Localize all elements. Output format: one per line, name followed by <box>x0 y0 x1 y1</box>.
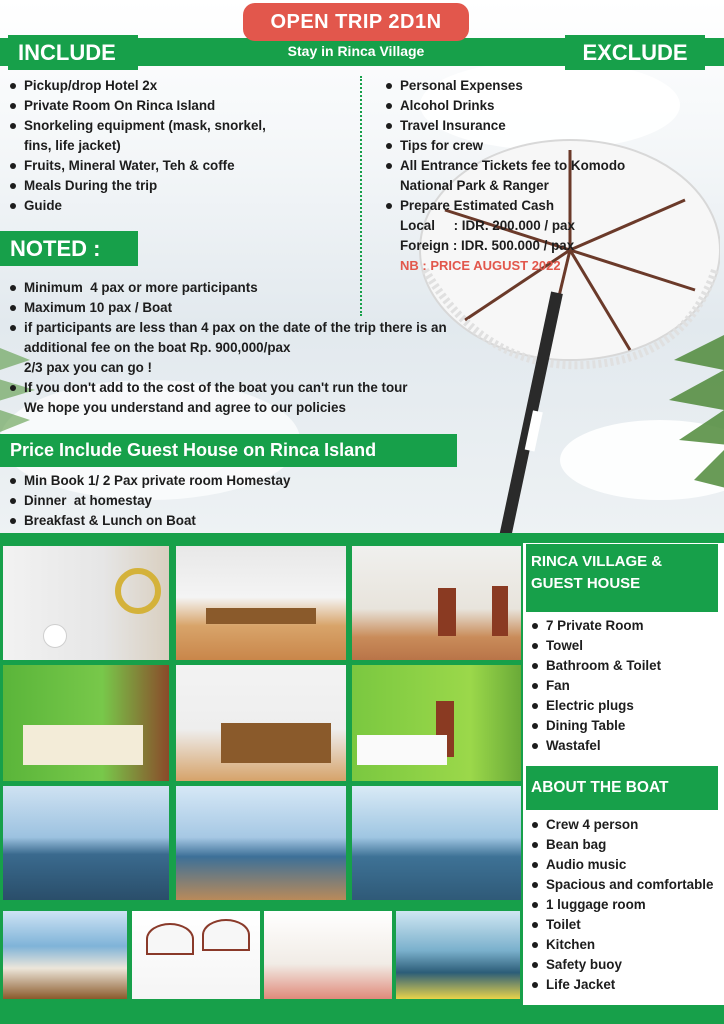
include-heading: INCLUDE <box>8 35 138 70</box>
list-item: Prepare Estimated Cash <box>384 196 664 216</box>
sea-view-photo <box>352 786 521 900</box>
about-boat-heading: ABOUT THE BOAT <box>526 766 718 810</box>
list-item-line: 2/3 pax you can go ! <box>24 360 152 375</box>
beanbag-photo <box>396 911 520 999</box>
price-note: NB : PRICE AUGUST 2022 <box>400 258 561 273</box>
list-item <box>8 318 568 378</box>
list-item: Pickup/drop Hotel 2x <box>8 76 348 96</box>
include-list <box>8 76 348 216</box>
list-item-line: Maximum 10 pax / Boat <box>24 300 173 315</box>
noted-list <box>8 278 568 418</box>
exclude-heading: EXCLUDE <box>565 35 705 70</box>
bedroom-photo-white <box>176 665 346 781</box>
list-item: Wastafel <box>530 736 720 756</box>
umbrella-shape <box>146 923 194 955</box>
noted-heading: NOTED : <box>0 231 138 266</box>
list-item <box>384 156 664 196</box>
boat-photo <box>3 911 127 999</box>
list-item: Bathroom & Toilet <box>530 656 720 676</box>
list-item-line: Minimum 4 pax or more participants <box>24 280 258 295</box>
list-item: Fan <box>530 676 720 696</box>
list-item-line: Snorkeling equipment (mask, snorkel, <box>24 118 266 133</box>
about-boat-list <box>530 815 724 995</box>
list-item: 1 luggage room <box>530 895 724 915</box>
cash-foreign: Foreign : IDR. 500.000 / pax <box>400 238 575 253</box>
list-item-line: National Park & Ranger <box>400 178 549 193</box>
list-item: Guide <box>8 196 348 216</box>
guest-house-heading: Price Include Guest House on Rinca Island <box>0 434 457 467</box>
balcony-view-photo <box>3 786 169 900</box>
list-item-line: All Entrance Tickets fee to Komodo <box>400 158 626 173</box>
list-item <box>8 116 348 156</box>
bedroom-photo-green <box>3 665 169 781</box>
bed-shape <box>221 723 331 763</box>
umbrella-shape <box>202 919 250 951</box>
list-item: Breakfast & Lunch on Boat <box>8 511 448 531</box>
list-item: Audio music <box>530 855 724 875</box>
list-item: Private Room On Rinca Island <box>8 96 348 116</box>
door-shape <box>438 588 456 636</box>
cash-local: Local : IDR. 200.000 / pax <box>400 218 575 233</box>
bedroom-photo-lime <box>352 665 521 781</box>
list-item <box>8 378 568 418</box>
rinca-village-heading <box>526 544 718 612</box>
trip-title: OPEN TRIP 2D1N <box>243 3 469 41</box>
list-item: Bean bag <box>530 835 724 855</box>
footer-bar <box>0 1005 724 1024</box>
list-item: Life Jacket <box>530 975 724 995</box>
palm-leaf-image <box>664 320 724 500</box>
list-item: Personal Expenses <box>384 76 664 96</box>
list-item-line: If you don't add to the cost of the boat you can't run the tour <box>24 380 408 395</box>
list-item: Spacious and comfortable <box>530 875 724 895</box>
rinca-village-list <box>530 616 720 756</box>
list-item: Min Book 1/ 2 Pax private room Homestay <box>8 471 448 491</box>
bed-shape <box>23 725 143 765</box>
dining-room-photo <box>176 546 346 660</box>
list-item: 7 Private Room <box>530 616 720 636</box>
list-item: Meals During the trip <box>8 176 348 196</box>
list-item: Crew 4 person <box>530 815 724 835</box>
harbor-view-photo <box>176 786 346 900</box>
list-item: Toilet <box>530 915 724 935</box>
bathroom-photo <box>3 546 169 660</box>
bed-shape <box>357 735 447 765</box>
list-item: Safety buoy <box>530 955 724 975</box>
umbrellas-photo <box>132 911 260 999</box>
mirror-shape <box>115 568 161 614</box>
table-shape <box>206 608 316 624</box>
list-item-line: if participants are less than 4 pax on the date of the trip there is an <box>24 320 447 335</box>
list-item: Kitchen <box>530 935 724 955</box>
list-item: Dinner at homestay <box>8 491 448 511</box>
list-item-line: fins, life jacket) <box>24 138 121 153</box>
list-item: Towel <box>530 636 720 656</box>
list-item: Fruits, Mineral Water, Teh & coffe <box>8 156 348 176</box>
deck-photo <box>264 911 392 999</box>
rinca-village-heading-line: RINCA VILLAGE & <box>531 553 663 570</box>
photo-grid <box>0 543 523 1005</box>
list-item: Alcohol Drinks <box>384 96 664 116</box>
list-item <box>8 278 568 298</box>
list-item-line: additional fee on the boat Rp. 900,000/pax <box>24 340 291 355</box>
guest-house-list <box>8 471 448 531</box>
toilet-shape <box>43 624 67 648</box>
list-item: Tips for crew <box>384 136 664 156</box>
section-divider-bar <box>0 533 724 543</box>
list-item: Travel Insurance <box>384 116 664 136</box>
exclude-list <box>384 76 664 276</box>
list-item: Dining Table <box>530 716 720 736</box>
list-item <box>8 298 568 318</box>
hallway-photo <box>352 546 521 660</box>
rinca-village-heading-line: GUEST HOUSE <box>531 575 641 592</box>
list-item-line: We hope you understand and agree to our policies <box>24 400 346 415</box>
door-shape <box>492 586 508 636</box>
trip-subtitle: Stay in Rinca Village <box>287 43 425 59</box>
list-item: Electric plugs <box>530 696 720 716</box>
